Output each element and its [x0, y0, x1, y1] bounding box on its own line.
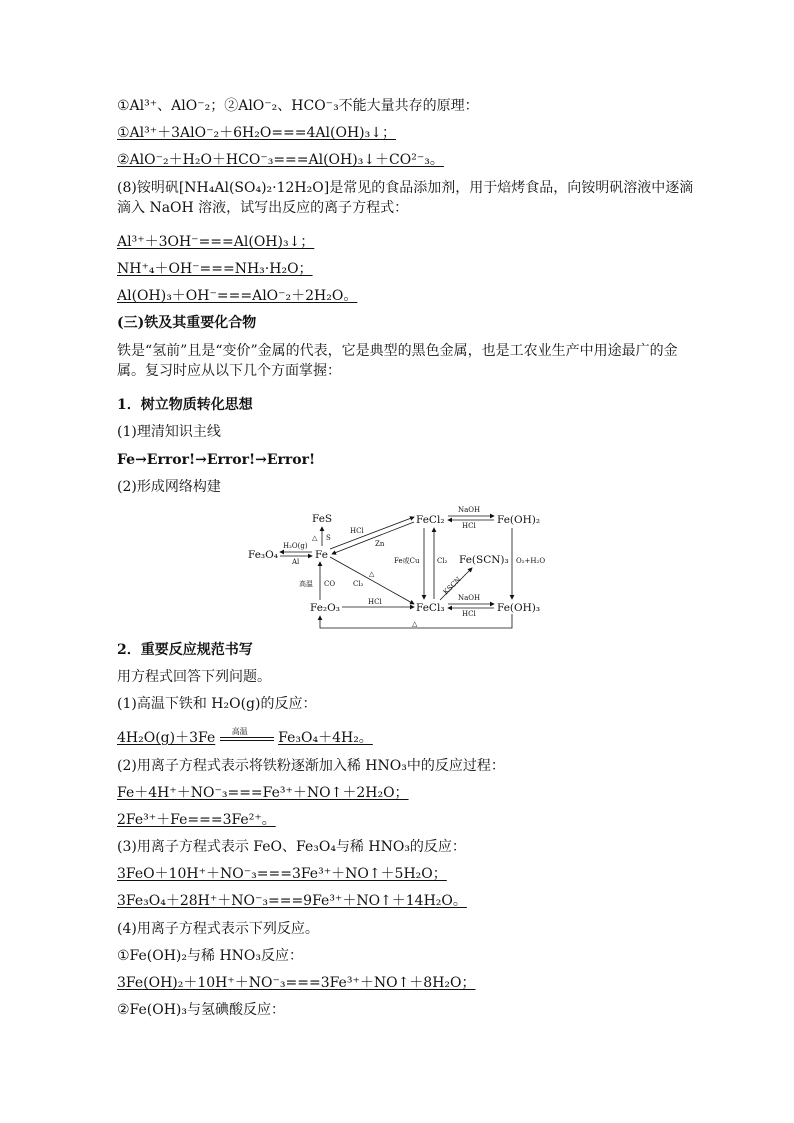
- text-line: ①Fe(OH)₂与稀 HNO₃反应：: [117, 948, 304, 964]
- text-line: Fe→Error!→Error!→Error!: [117, 452, 316, 468]
- label-s: S: [326, 534, 331, 542]
- equation-right: Fe₃O₄＋4H₂。: [278, 730, 373, 746]
- label-h2og: H₂O(g): [283, 542, 308, 550]
- reaction-condition: [220, 727, 274, 741]
- node-fe2o3: Fe₂O₃: [310, 602, 340, 614]
- equation: 2Fe³⁺＋Fe===3Fe²⁺。: [117, 812, 276, 828]
- equation: ①Al³⁺＋3AlO⁻₂＋6H₂O===4Al(OH)₃↓；: [117, 125, 396, 141]
- text-line: (2)形成网络构建: [117, 479, 221, 495]
- label-cl2-1: Cl₂: [353, 580, 364, 588]
- node-fe: Fe: [315, 549, 328, 561]
- node-fes: FeS: [312, 513, 333, 525]
- node-feoh2: Fe(OH)₂: [497, 514, 541, 526]
- text-line: (1)高温下铁和 H₂O(g)的反应：: [117, 696, 317, 712]
- text-line: ①Al³⁺、AlO⁻₂；②AlO⁻₂、HCO⁻₃不能大量共存的原理：: [117, 98, 479, 114]
- label-hcl-1: HCl: [350, 527, 364, 535]
- label-hcl-2: HCl: [368, 598, 382, 606]
- section-heading: (三)铁及其重要化合物: [117, 315, 257, 331]
- iron-network-diagram: [240, 500, 560, 635]
- equation: Fe＋4H⁺＋NO⁻₃===Fe³⁺＋NO↑＋2H₂O；: [117, 785, 409, 801]
- text-line: (4)用离子方程式表示下列反应。: [117, 921, 319, 937]
- label-o2h2o: O₂+H₂O: [516, 557, 546, 565]
- question-text: (8)铵明矾[NH₄Al(SO₄)₂·12H₂O]是常见的食品添加剂，用于焙烤食品，向铵明矾溶液中逐滴滴入 NaOH 溶液，试写出反应的离子方程式：: [117, 180, 694, 216]
- label-delta-2: △: [369, 570, 375, 578]
- node-fecl2: FeCl₂: [416, 514, 445, 526]
- equation: 3FeO＋10H⁺＋NO⁻₃===3Fe³⁺＋NO↑＋5H₂O；: [117, 866, 447, 882]
- node-feoh3: Fe(OH)₃: [497, 602, 541, 614]
- label-hcl-4: HCl: [462, 610, 476, 618]
- text-line: (3)用离子方程式表示 FeO、Fe₃O₄与稀 HNO₃的反应：: [117, 839, 466, 855]
- text-line: 用方程式回答下列问题。: [117, 669, 271, 685]
- label-naoh-1: NaOH: [458, 506, 481, 514]
- label-cl2-2: Cl₂: [437, 557, 448, 565]
- label-fe-or-cu: Fe或Cu: [394, 557, 420, 565]
- node-fe3o4: Fe₃O₄: [248, 549, 278, 561]
- node-fecl3: FeCl₃: [416, 602, 445, 614]
- equation: Al³⁺＋3OH⁻===Al(OH)₃↓；: [117, 234, 315, 250]
- equation: 3Fe(OH)₂＋10H⁺＋NO⁻₃===3Fe³⁺＋NO↑＋8H₂O；: [117, 975, 476, 991]
- subheading: 2．重要反应规范书写: [117, 642, 253, 658]
- text-line: (2)用离子方程式表示将铁粉逐渐加入稀 HNO₃中的反应过程：: [117, 758, 505, 774]
- equation-left: 4H₂O(g)＋3Fe: [117, 730, 216, 746]
- label-delta: △: [312, 534, 318, 542]
- node-fescn3: Fe(SCN)₃: [459, 554, 509, 566]
- paragraph: 铁是“氢前”且是“变价”金属的代表，它是典型的黑色金属，也是工农业生产中用途最广的金属。复习时应从以下几个方面掌握：: [117, 343, 678, 379]
- condition-label: 高温: [231, 727, 248, 736]
- label-zn: Zn: [375, 540, 385, 548]
- label-kscn: KSCN: [441, 575, 463, 597]
- equation: 3Fe₃O₄＋28H⁺＋NO⁻₃===9Fe³⁺＋NO↑＋14H₂O。: [117, 893, 467, 909]
- text-line: (1)理清知识主线: [117, 424, 221, 440]
- equation: ②AlO⁻₂＋H₂O＋HCO⁻₃===Al(OH)₃↓＋CO²⁻₃。: [117, 152, 444, 168]
- equation: NH⁺₄＋OH⁻===NH₃·H₂O；: [117, 261, 313, 277]
- label-naoh-2: NaOH: [458, 594, 481, 602]
- subheading: 1．树立物质转化思想: [117, 397, 253, 413]
- label-co: CO: [324, 580, 336, 588]
- label-al: Al: [292, 558, 300, 566]
- label-gaowen: 高温: [299, 580, 313, 588]
- label-hcl-3: HCl: [462, 522, 476, 530]
- label-delta-3: △: [412, 620, 418, 628]
- equation: Al(OH)₃＋OH⁻===AlO⁻₂＋2H₂O。: [117, 288, 358, 304]
- text-line: ②Fe(OH)₃与氢碘酸反应：: [117, 1002, 286, 1018]
